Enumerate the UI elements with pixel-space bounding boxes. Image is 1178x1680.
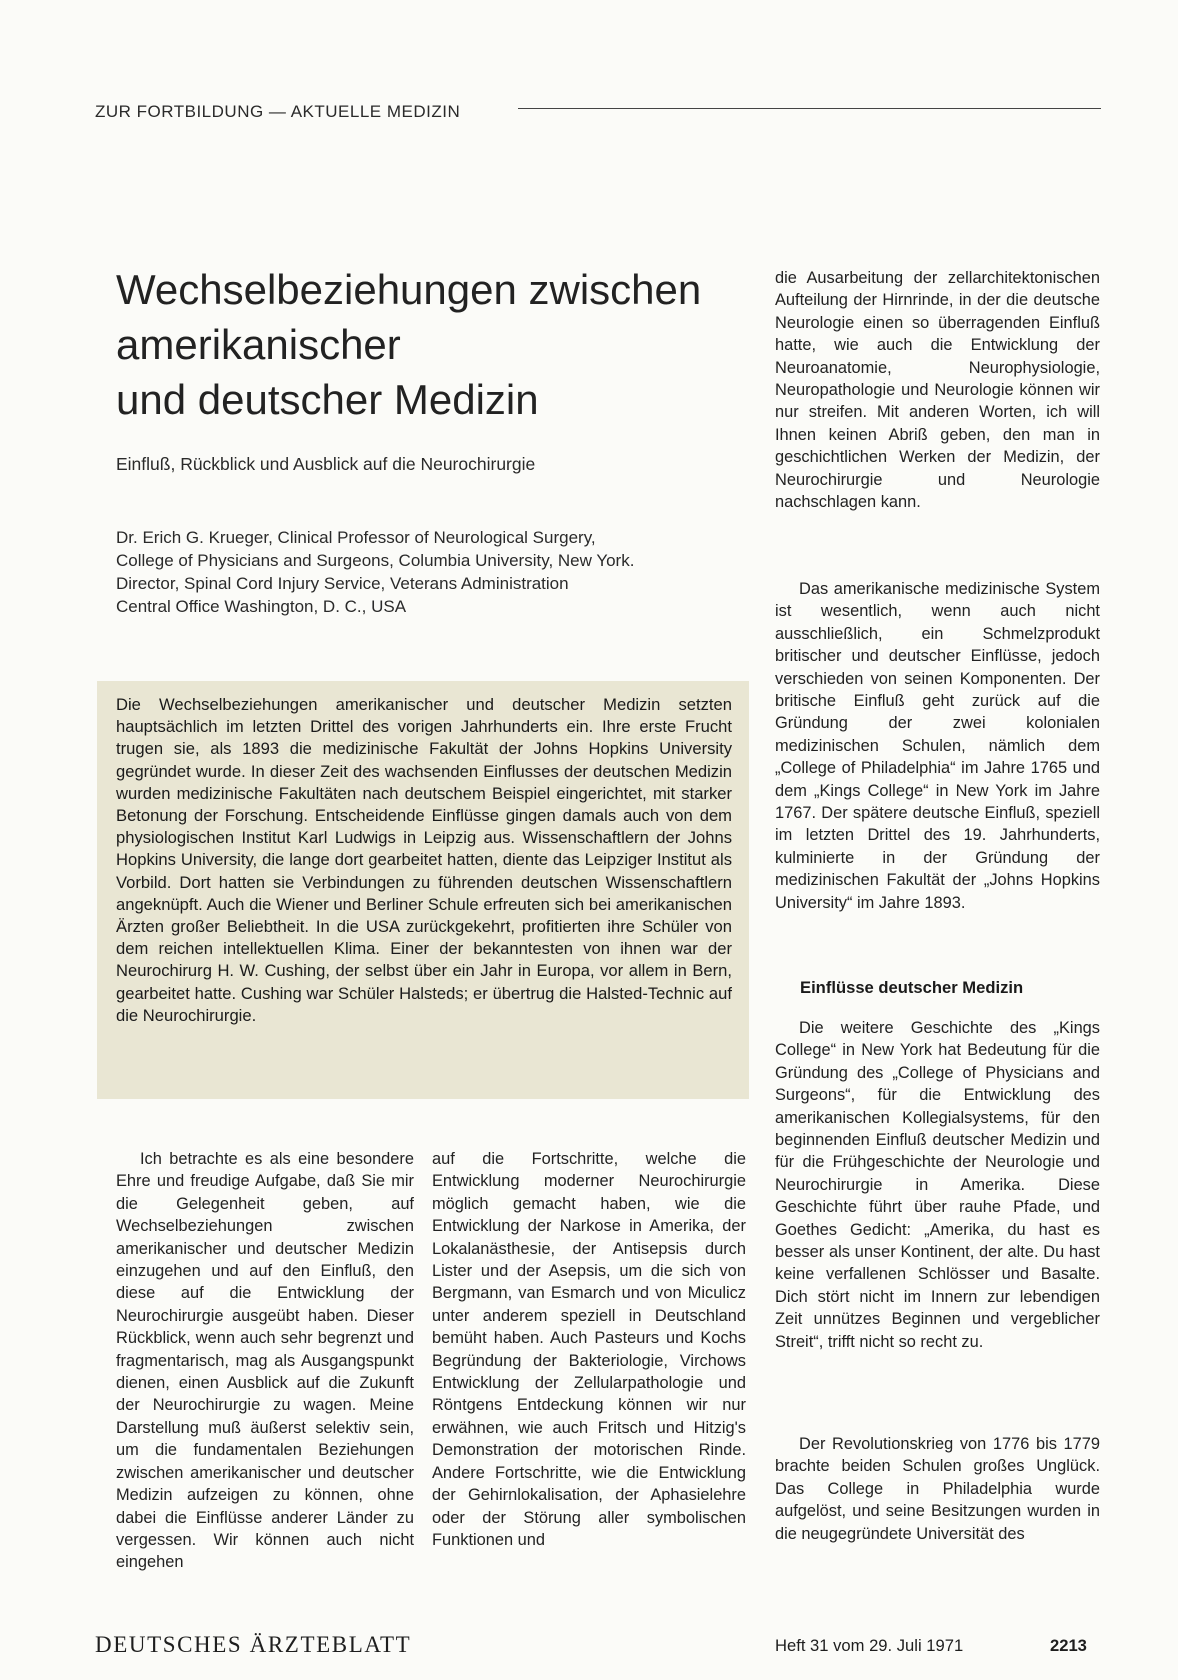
abstract-text: Die Wechselbeziehungen amerikanischer und deutscher Medizin setzten hauptsächlich im letzten Drittel des vorigen Jahrhunderts ein. Ihre erste Frucht trugen sie, als 1893 die medizinische Fakultät der Johns Hopkins University gegründet wurde. In dieser Zeit des wachsenden Einflusses der deutschen Medizin wurden medizinische Fakultäten nach deutschem Beispiel eingerichtet, mit starker Betonung der Forschung. Entscheidende Einflüsse gingen damals auch von dem physiologischen Institut Karl Ludwigs in Leipzig aus. Wissenschaftlern der Johns Hopkins University, die lange dort gearbeitet hatten, diente das Leipziger Institut als Vorbild. Dort hatten sie Verbindungen zu führenden deutschen Wissenschaftlern angeknüpft. Auch die Wiener und Berliner Schule erfreuten sich bei amerikanischen Ärzten großer Beliebtheit. In die USA zurückgekehrt, profitierten ihre Schüler von dem reichen intellektuellen Klima. Einer der bekanntesten von ihnen war der Neurochirurg H. W. Cushing, der selbst über ein Jahr in Europa, vor allem in Bern, gearbeitet hatte. Cushing war Schüler Halsteds; er übertrug die Halsted-Technic auf die Neurochirurgie.: [116, 695, 732, 1025]
section-heading: Einflüsse deutscher Medizin: [800, 978, 1024, 997]
body-column-right-paragraph-4: Der Revolutionskrieg von 1776 bis 1779 brachte beiden Schulen großes Unglück. Das College in Philadelphia wurde aufgelöst, und seine Besitzungen wurden in die neugegründete Universität des: [775, 1435, 1100, 1543]
author-line: Dr. Erich G. Krueger, Clinical Professor of Neurological Surgery,: [116, 528, 596, 547]
section-header: ZUR FORTBILDUNG — AKTUELLE MEDIZIN: [95, 102, 461, 121]
body-column-right-paragraph-2: Das amerikanische medizinische System ist wesentlich, wenn auch nicht ausschließlich, ein Schmelzprodukt britischer und deutscher Einflüsse, jedoch verschieden von seinen Komponenten. Der britische Einfluß geht zurück auf die Gründung der zwei kolonialen medizinischen Schulen, nämlich dem „College of Philadelphia“ im Jahre 1765 und dem „Kings College“ in New York im Jahre 1767. Der spätere deutsche Einfluß, speziell im letzten Drittel des 19. Jahrhunderts, kulminierte in der Gründung der medizinischen Fakultät der „Johns Hopkins University“ im Jahre 1893.: [775, 580, 1100, 912]
journal-name: DEUTSCHES ÄRZTEBLATT: [95, 1632, 412, 1657]
body-column-right-paragraph-3: Die weitere Geschichte des „Kings College“ in New York hat Bedeutung für die Gründung des „College of Physicians and Surgeons“, für die Entwicklung des amerikanischen Kollegialsystems, für den beginnenden Einfluß deutscher Medizin und für die Frühgeschichte der Neurologie und Neurochirurgie in Amerika. Diese Geschichte führt über rauhe Pfade, und Goethes Gedicht: „Amerika, du hast es besser als unser Kontinent, der alte. Du hast keine verfallenen Schlösser und Basalte. Dich stört nicht im Innern zur lebendigen Zeit unnützes Beginnen und vergeblicher Streit“, trifft nicht so recht zu.: [775, 1019, 1100, 1351]
article-title-line: amerikanischer: [116, 321, 401, 368]
header-rule: [518, 108, 1101, 109]
body-column-right-paragraph-1: die Ausarbeitung der zellarchitektonischen Aufteilung der Hirnrinde, in der die deutsche Neurologie einen so überragenden Einfluß hatte, wie auch die Entwicklung der Neuroanatomie, Neurophysiologie, Neuropathologie und Neurologie können wir nur streifen. Mit anderen Worten, ich will Ihnen keinen Abriß geben, den man in geschichtlichen Werken der Medizin, der Neurochirurgie und Neurologie nachschlagen kann.: [775, 269, 1100, 512]
author-line: College of Physicians and Surgeons, Columbia University, New York.: [116, 551, 635, 570]
article-subtitle: Einfluß, Rückblick und Ausblick auf die Neurochirurgie: [116, 454, 536, 474]
body-column-middle: auf die Fortschritte, welche die Entwicklung moderner Neurochirurgie möglich gemacht haben, wie die Entwicklung der Narkose in Amerika, der Lokalanästhesie, der Antisepsis durch Lister und der Asepsis, um die sich von Bergmann, van Esmarch und von Miculicz unter anderem speziell in Deutschland bemüht haben. Auch Pasteurs und Kochs Begründung der Bakteriologie, Virchows Entwicklung der Zellularpathologie und Röntgens Entdeckung können wir nur erwähnen, wie auch Fritsch und Hitzig's Demonstration der motorischen Rinde. Andere Fortschritte, wie die Entwicklung der Gehirnlokalisation, der Aphasielehre oder der Störung aller symbolischen Funktionen und: [432, 1150, 746, 1549]
author-line: Director, Spinal Cord Injury Service, Veterans Administration: [116, 574, 569, 593]
author-line: Central Office Washington, D. C., USA: [116, 597, 407, 616]
author-block: [116, 526, 756, 618]
article-title-line: und deutscher Medizin: [116, 376, 539, 423]
page-number: 2213: [1050, 1636, 1087, 1655]
article-title: [116, 262, 756, 427]
article-title-line: Wechselbeziehungen zwischen: [116, 266, 702, 313]
body-column-left: Ich betrachte es als eine besondere Ehre und freudige Aufgabe, daß Sie mir die Gelegenheit geben, auf Wechselbeziehungen zwischen amerikanischer und deutscher Medizin einzugehen und auf den Einfluß, den diese auf die Entwicklung der Neurochirurgie ausgeübt haben. Dieser Rückblick, wenn auch sehr begrenzt und fragmentarisch, mag als Ausgangspunkt dienen, einen Ausblick auf die Zukunft der Neurochirurgie zu wagen. Meine Darstellung muß äußerst selektiv sein, um die fundamentalen Beziehungen zwischen amerikanischer und deutscher Medizin aufzeigen zu können, ohne dabei die Einflüsse anderer Länder zu vergessen. Wir können auch nicht eingehen: [116, 1150, 414, 1572]
issue-info: Heft 31 vom 29. Juli 1971: [775, 1636, 964, 1655]
